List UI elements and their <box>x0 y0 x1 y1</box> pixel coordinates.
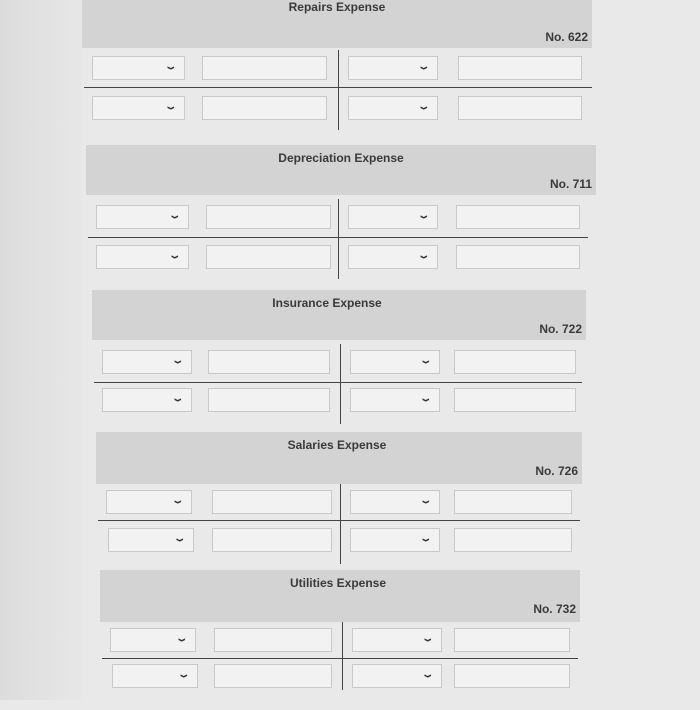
chevron-down-icon: › <box>415 255 435 259</box>
ledger-header <box>82 0 592 48</box>
credit-date-select[interactable] <box>352 628 442 652</box>
credit-amount-input[interactable] <box>458 56 582 80</box>
debit-amount-input[interactable] <box>206 245 331 269</box>
chevron-down-icon: › <box>415 66 435 70</box>
chevron-down-icon: › <box>417 398 437 402</box>
chevron-down-icon: › <box>162 66 182 70</box>
t-account-vertical-line <box>340 344 341 424</box>
chevron-down-icon: › <box>419 638 439 642</box>
credit-date-select[interactable] <box>350 490 440 514</box>
account-title: Repairs Expense <box>288 0 386 14</box>
debit-amount-input[interactable] <box>208 388 330 412</box>
debit-amount-input[interactable] <box>214 628 332 652</box>
account-number: No. 722 <box>539 322 582 336</box>
account-title: Utilities Expense <box>289 576 387 590</box>
ledger-account <box>100 570 580 710</box>
debit-date-select[interactable] <box>108 528 194 552</box>
t-account-vertical-line <box>340 484 341 564</box>
ledger-header <box>100 570 580 622</box>
debit-amount-input[interactable] <box>212 490 332 514</box>
ledger-account <box>92 290 586 430</box>
debit-date-select[interactable] <box>102 388 192 412</box>
credit-date-select[interactable] <box>350 528 440 552</box>
debit-amount-input[interactable] <box>202 56 327 80</box>
credit-date-select[interactable] <box>348 205 438 229</box>
account-number: No. 732 <box>533 602 576 616</box>
credit-date-select[interactable] <box>348 245 438 269</box>
chevron-down-icon: › <box>162 106 182 110</box>
credit-amount-input[interactable] <box>456 205 580 229</box>
chevron-down-icon: › <box>173 638 193 642</box>
debit-date-select[interactable] <box>96 245 189 269</box>
t-account-vertical-line <box>342 622 343 690</box>
ledger-account <box>86 145 596 285</box>
debit-date-select[interactable] <box>92 56 185 80</box>
credit-date-select[interactable] <box>348 56 438 80</box>
debit-amount-input[interactable] <box>206 205 331 229</box>
chevron-down-icon: › <box>417 360 437 364</box>
t-account-vertical-line <box>338 199 339 279</box>
credit-amount-input[interactable] <box>454 490 572 514</box>
debit-date-select[interactable] <box>102 350 192 374</box>
account-number: No. 711 <box>549 177 592 191</box>
debit-date-select[interactable] <box>112 664 198 688</box>
credit-amount-input[interactable] <box>458 96 582 120</box>
account-title: Insurance Expense <box>272 296 382 310</box>
chevron-down-icon: › <box>169 500 189 504</box>
debit-amount-input[interactable] <box>208 350 330 374</box>
account-number: No. 622 <box>545 30 588 44</box>
ledger-header <box>92 290 586 340</box>
account-title: Depreciation Expense <box>278 151 404 165</box>
chevron-down-icon: › <box>169 360 189 364</box>
t-account-horizontal-line <box>98 520 580 521</box>
credit-date-select[interactable] <box>352 664 442 688</box>
credit-date-select[interactable] <box>350 350 440 374</box>
credit-amount-input[interactable] <box>454 528 572 552</box>
debit-date-select[interactable] <box>92 96 185 120</box>
debit-amount-input[interactable] <box>214 664 332 688</box>
credit-date-select[interactable] <box>350 388 440 412</box>
credit-amount-input[interactable] <box>456 245 580 269</box>
ledger-header <box>86 145 596 195</box>
account-title: Salaries Expense <box>287 438 387 452</box>
credit-date-select[interactable] <box>348 96 438 120</box>
account-number: No. 726 <box>535 464 578 478</box>
chevron-down-icon: › <box>166 215 186 219</box>
chevron-down-icon: › <box>169 398 189 402</box>
chevron-down-icon: › <box>419 674 439 678</box>
debit-date-select[interactable] <box>106 490 192 514</box>
t-account-horizontal-line <box>102 658 578 659</box>
chevron-down-icon: › <box>175 674 195 678</box>
debit-date-select[interactable] <box>110 628 196 652</box>
page-margin <box>0 0 82 700</box>
credit-amount-input[interactable] <box>454 628 570 652</box>
ledger-account <box>82 0 592 138</box>
ledger-account <box>96 432 582 572</box>
ledger-header <box>96 432 582 484</box>
debit-amount-input[interactable] <box>202 96 327 120</box>
chevron-down-icon: › <box>415 215 435 219</box>
debit-amount-input[interactable] <box>212 528 332 552</box>
chevron-down-icon: › <box>171 538 191 542</box>
chevron-down-icon: › <box>166 255 186 259</box>
credit-amount-input[interactable] <box>454 664 570 688</box>
t-account-horizontal-line <box>94 382 582 383</box>
chevron-down-icon: › <box>417 500 437 504</box>
chevron-down-icon: › <box>417 538 437 542</box>
credit-amount-input[interactable] <box>454 350 576 374</box>
chevron-down-icon: › <box>415 106 435 110</box>
credit-amount-input[interactable] <box>454 388 576 412</box>
debit-date-select[interactable] <box>96 205 189 229</box>
t-account-vertical-line <box>338 50 339 130</box>
